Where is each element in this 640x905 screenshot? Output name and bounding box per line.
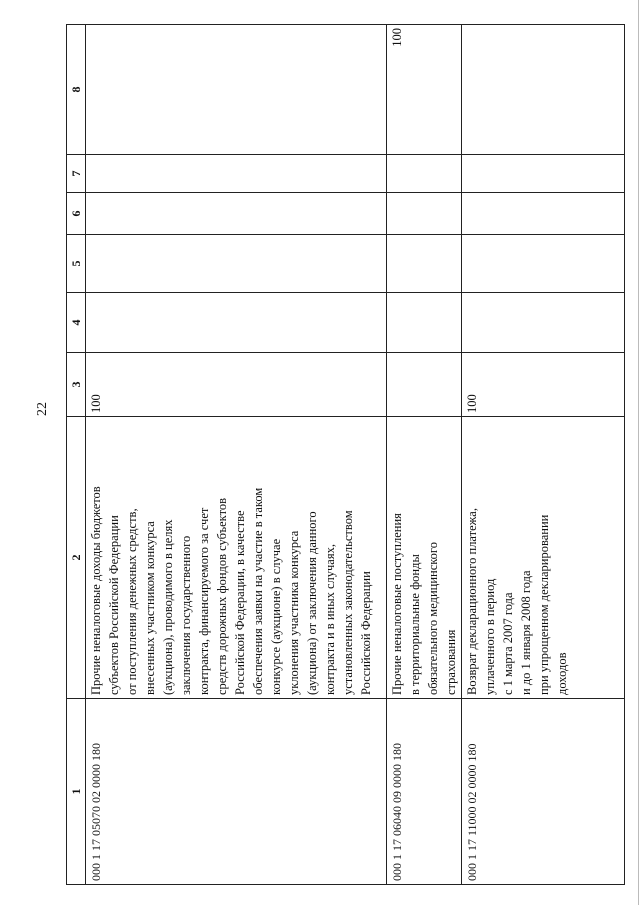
header-col-2: 2	[67, 417, 86, 699]
row-cell-4	[462, 293, 625, 353]
row-cell-3: 100	[462, 353, 625, 417]
table-row	[86, 25, 387, 885]
row-code: 000 1 17 11000 02 0000 180	[462, 699, 625, 885]
table-row	[462, 25, 625, 885]
row-cell-4	[86, 293, 387, 353]
row-cell-8	[86, 25, 387, 155]
row-name: Прочие неналоговые поступления в территориальные фонды обязательного медицинского страхования	[387, 417, 462, 699]
row-cell-6	[462, 193, 625, 235]
header-col-1: 1	[67, 699, 86, 885]
row-cell-7	[86, 155, 387, 193]
row-name: Прочие неналоговые доходы бюджетов субъектов Российской Федерации от поступления денежных средств, внесенных участником конкурса (аукциона), проводимого в целях заключения государственного контракта, финансируемого за счет средств дорожных фондов субъектов Российской Федерации, в качестве обеспечения заявки на участие в таком конкурсе (аукционе) в случае уклонения участника конкурса (аукциона) от заключения данного контракта и в иных случаях, установленных законодательством Российской Федерации	[86, 417, 387, 699]
row-cell-4	[387, 293, 462, 353]
header-col-4: 4	[67, 293, 86, 353]
header-col-8: 8	[67, 25, 86, 155]
table-row	[387, 25, 462, 885]
row-cell-8: 100	[387, 25, 462, 155]
page-number: 22	[35, 402, 50, 416]
row-code: 000 1 17 06040 09 0000 180	[387, 699, 462, 885]
header-col-3: 3	[67, 353, 86, 417]
header-col-5: 5	[67, 235, 86, 293]
row-cell-6	[387, 193, 462, 235]
row-cell-5	[387, 235, 462, 293]
row-cell-3: 100	[86, 353, 387, 417]
row-cell-6	[86, 193, 387, 235]
budget-table-sheet	[66, 25, 614, 885]
row-cell-5	[86, 235, 387, 293]
row-code: 000 1 17 05070 02 0000 180	[86, 699, 387, 885]
scan-edge-line	[638, 0, 639, 905]
header-col-7: 7	[67, 155, 86, 193]
header-row	[67, 25, 86, 885]
row-cell-3	[387, 353, 462, 417]
row-cell-7	[462, 155, 625, 193]
row-cell-8	[462, 25, 625, 155]
row-cell-7	[387, 155, 462, 193]
row-cell-5	[462, 235, 625, 293]
budget-classification-table	[66, 24, 625, 885]
header-col-6: 6	[67, 193, 86, 235]
row-name: Возврат декларационного платежа, уплаченного в период с 1 марта 2007 года и до 1 января 2008 года при упрощенном декларировании доходов	[462, 417, 625, 699]
